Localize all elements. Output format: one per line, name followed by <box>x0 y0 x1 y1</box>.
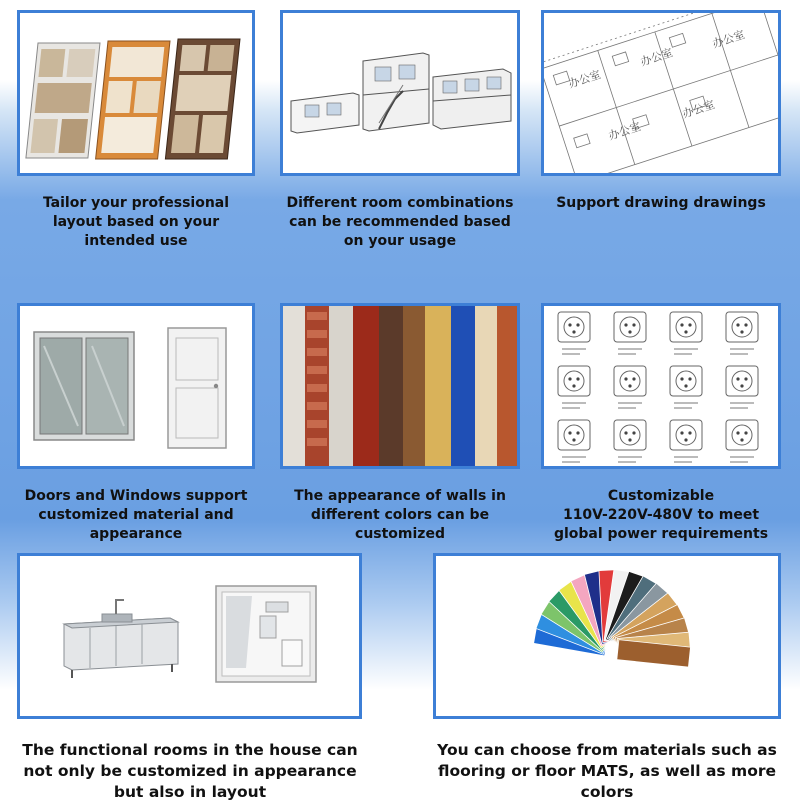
power-socket-icon <box>614 366 646 409</box>
room-combinations-card <box>280 10 520 176</box>
caption-line: Customizable <box>607 488 715 504</box>
socket-types-image <box>544 306 778 466</box>
power-socket-icon <box>726 312 758 355</box>
feature-caption-room-combinations <box>280 194 520 251</box>
caption-line: on your usage <box>343 233 457 249</box>
caption-line: Tailor your professional <box>42 195 230 211</box>
caption-line: layout based on your <box>52 214 220 230</box>
caption-line: You can choose from materials such as <box>437 741 777 759</box>
caption-line: flooring or floor MATS, as well as more <box>438 762 776 780</box>
caption-line: different colors can be <box>310 507 490 523</box>
power-socket-icon <box>670 420 702 463</box>
floor-plan-room-label-2: 办公室 <box>638 46 675 69</box>
feature-caption-drawings <box>541 194 781 213</box>
caption-line: customized material and <box>38 507 234 523</box>
floor-materials-card <box>433 553 781 719</box>
power-socket-icon <box>726 420 758 463</box>
power-socket-icon <box>670 312 702 355</box>
power-socket-icon <box>558 312 590 355</box>
caption-line: not only be customized in appearance <box>23 762 357 780</box>
power-socket-icon <box>558 366 590 409</box>
kitchen-bathroom-image <box>20 556 359 716</box>
caption-line: but also in layout <box>113 783 267 800</box>
caption-line: Different room combinations <box>286 195 514 211</box>
wall-panels-image <box>283 306 517 466</box>
caption-line: Doors and Windows support <box>24 488 248 504</box>
functional-rooms-card <box>17 553 362 719</box>
feature-caption-wall-colors <box>276 487 524 544</box>
wall-colors-card <box>280 303 520 469</box>
caption-line: customized <box>355 526 445 542</box>
feature-caption-functional-rooms <box>6 740 374 800</box>
caption-line: The functional rooms in the house can <box>22 741 358 759</box>
caption-line: The appearance of walls in <box>294 488 506 504</box>
floor-color-swatches-image <box>436 556 778 716</box>
feature-caption-layout <box>17 194 255 251</box>
caption-line: can be recommended based <box>289 214 511 230</box>
floor-plan-room-label-1: 办公室 <box>566 68 603 91</box>
power-socket-icon <box>614 420 646 463</box>
caption-line: global power requirements <box>553 526 769 542</box>
power-socket-icon <box>614 312 646 355</box>
caption-line: 110V-220V-480V to meet <box>562 507 760 523</box>
room-combinations-image <box>283 13 517 173</box>
feature-caption-power <box>536 487 786 544</box>
caption-line: colors <box>580 783 634 800</box>
power-socket-icon <box>558 420 590 463</box>
floor-plan-room-label-3: 办公室 <box>710 28 747 51</box>
layout-models-card <box>17 10 255 176</box>
floor-plan-room-label-4: 办公室 <box>606 120 643 143</box>
feature-caption-floor-materials <box>418 740 796 800</box>
power-sockets-card <box>541 303 781 469</box>
floor-plan-drawing-card <box>541 10 781 176</box>
power-socket-icon <box>670 366 702 409</box>
floor-plan-room-label-5: 办公室 <box>680 98 717 121</box>
doors-windows-image <box>20 306 252 466</box>
layout-models-image <box>20 13 252 173</box>
caption-line: Support drawing drawings <box>556 195 766 211</box>
feature-caption-doors-windows <box>10 487 262 544</box>
caption-line: intended use <box>84 233 188 249</box>
floor-plan-drawing-image <box>544 13 778 173</box>
power-socket-icon <box>726 366 758 409</box>
caption-line: appearance <box>89 526 183 542</box>
doors-windows-card <box>17 303 255 469</box>
